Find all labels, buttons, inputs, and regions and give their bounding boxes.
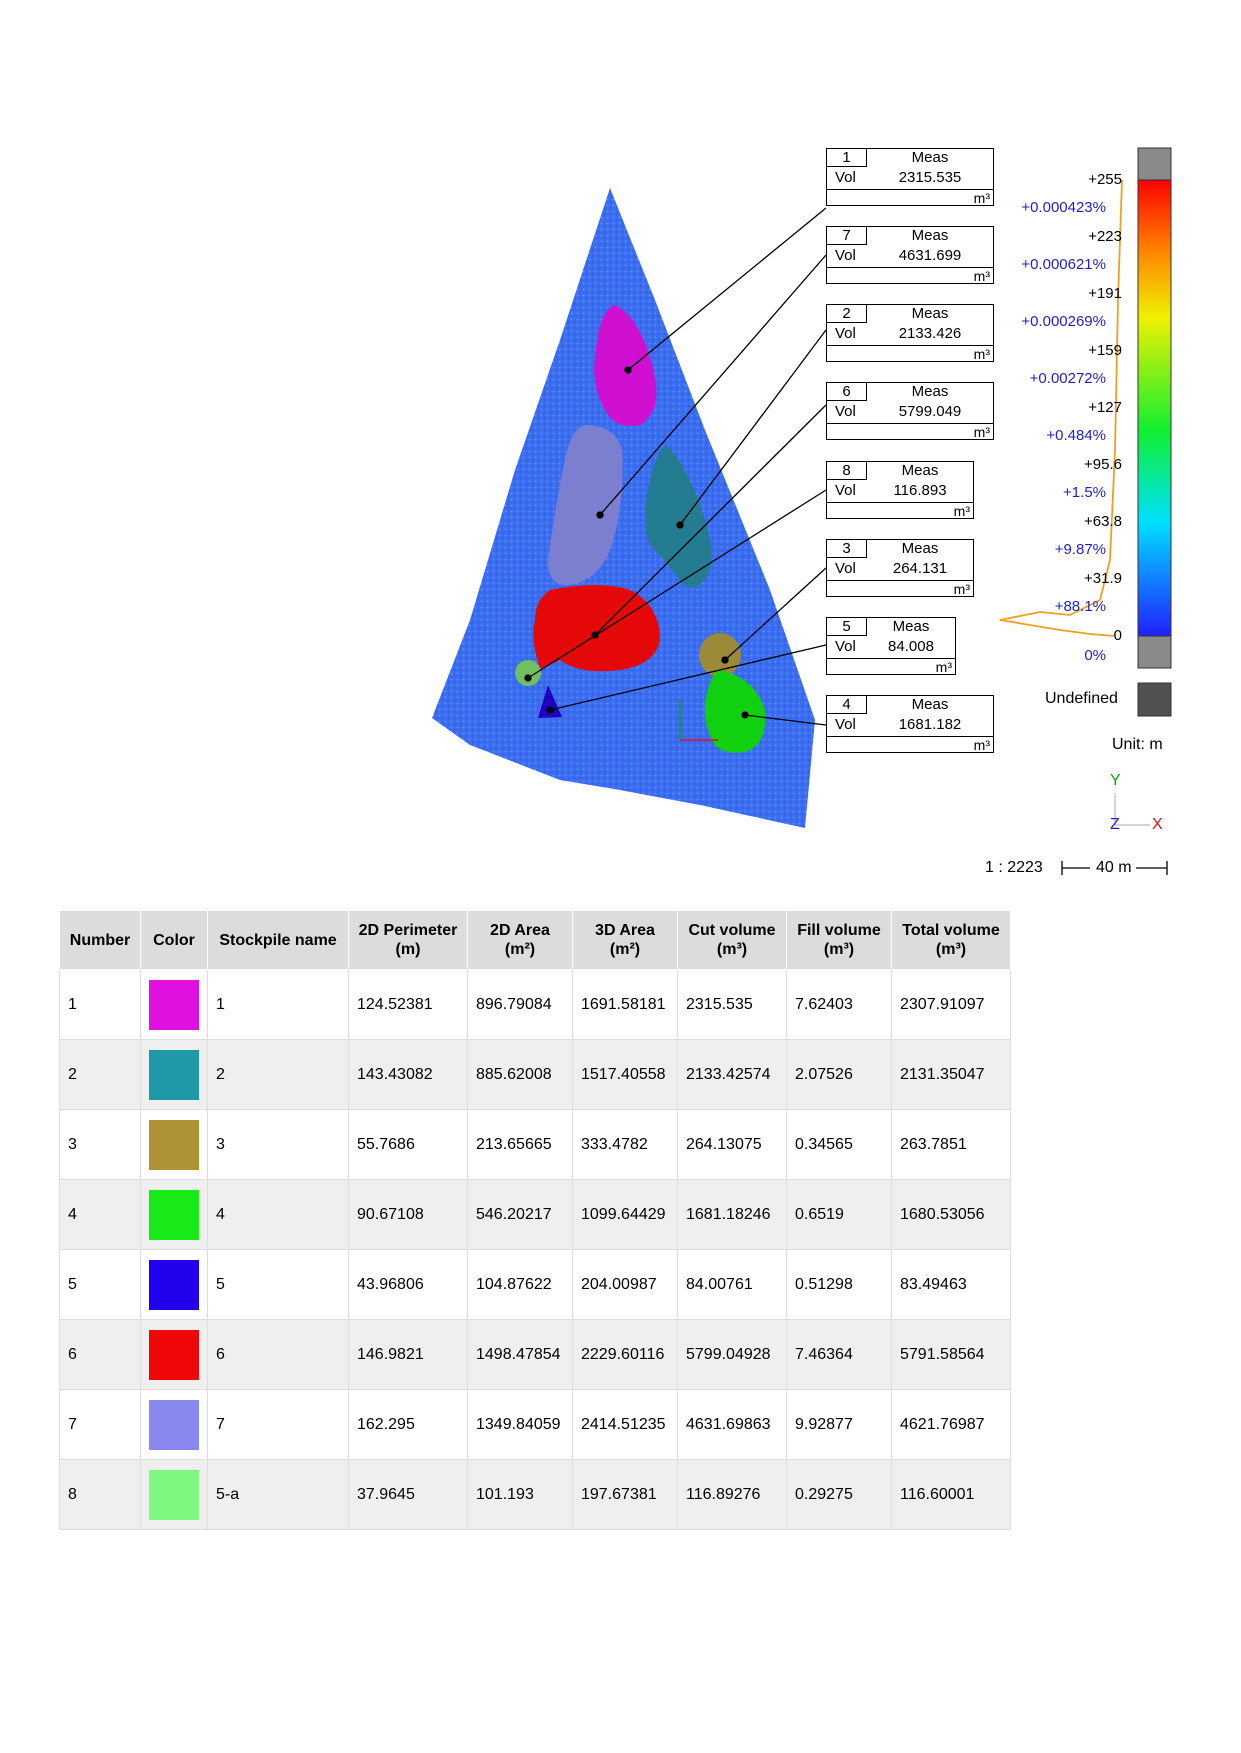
cell-fill-volume: 0.6519 [787, 1180, 892, 1250]
color-swatch [149, 1470, 199, 1520]
cell-cut-volume: 5799.04928 [678, 1320, 787, 1390]
cell-perimeter: 55.7686 [349, 1110, 468, 1180]
histogram-percent: +1.5% [1063, 484, 1106, 501]
cell-total-volume: 4621.76987 [892, 1390, 1011, 1460]
colorbar-tick: +63.8 [1084, 513, 1122, 530]
header-stockpile-name: Stockpile name [208, 911, 349, 970]
header-cut-volume: Cut volume (m³) [678, 911, 787, 970]
cell-color [141, 970, 208, 1040]
cell-cut-volume: 2133.42574 [678, 1040, 787, 1110]
cell-2d-area: 885.62008 [468, 1040, 573, 1110]
cell-cut-volume: 84.00761 [678, 1250, 787, 1320]
callout-meas: Meas [901, 540, 939, 557]
callout-value: 2133.426 [898, 325, 962, 342]
cell-2d-area: 546.20217 [468, 1180, 573, 1250]
cell-number: 6 [60, 1320, 141, 1390]
axis-x-label: X [1152, 816, 1163, 833]
cell-3d-area: 2229.60116 [573, 1320, 678, 1390]
cell-cut-volume: 2315.535 [678, 970, 787, 1040]
cell-color [141, 1250, 208, 1320]
cell-fill-volume: 0.51298 [787, 1250, 892, 1320]
table-row [60, 1390, 1011, 1460]
color-swatch [149, 980, 199, 1030]
callout-meas: Meas [911, 696, 949, 713]
callout-vol-label: Vol [835, 482, 856, 499]
color-swatch [149, 1190, 199, 1240]
cell-cut-volume: 116.89276 [678, 1460, 787, 1530]
cell-color [141, 1320, 208, 1390]
cell-name: 5-a [208, 1460, 349, 1530]
cell-fill-volume: 9.92877 [787, 1390, 892, 1460]
callout-number: 3 [827, 540, 867, 558]
cell-name: 4 [208, 1180, 349, 1250]
histogram-percent: +88.1% [1054, 598, 1106, 615]
callout-value: 5799.049 [898, 403, 962, 420]
cell-2d-area: 1349.84059 [468, 1390, 573, 1460]
cell-3d-area: 2414.51235 [573, 1390, 678, 1460]
callout-vol-label: Vol [835, 638, 856, 655]
colorbar-tick: +223 [1088, 228, 1122, 245]
cell-2d-area: 101.193 [468, 1460, 573, 1530]
cell-perimeter: 124.52381 [349, 970, 468, 1040]
color-swatch [149, 1050, 199, 1100]
header-2d-perimeter: 2D Perimeter (m) [349, 911, 468, 970]
callout-1 [826, 148, 994, 206]
cell-number: 7 [60, 1390, 141, 1460]
cell-total-volume: 263.7851 [892, 1110, 1011, 1180]
callout-vol-label: Vol [835, 247, 856, 264]
colorbar-tick: +31.9 [1084, 570, 1122, 587]
cell-total-volume: 116.60001 [892, 1460, 1011, 1530]
callout-3 [826, 539, 974, 597]
callout-vol-label: Vol [835, 325, 856, 342]
unit-label: Unit: m [1112, 736, 1163, 753]
histogram-percent: +0.000269% [1021, 313, 1106, 330]
cell-color [141, 1180, 208, 1250]
cell-name: 1 [208, 970, 349, 1040]
callout-value: 116.893 [893, 482, 947, 499]
scale-bar-label: 40 m [1096, 859, 1132, 876]
callout-number: 5 [827, 618, 867, 636]
cell-color [141, 1040, 208, 1110]
cell-perimeter: 146.9821 [349, 1320, 468, 1390]
callout-value: 4631.699 [898, 247, 962, 264]
cell-total-volume: 83.49463 [892, 1250, 1011, 1320]
table-row [60, 1040, 1011, 1110]
cell-3d-area: 333.4782 [573, 1110, 678, 1180]
table-row [60, 1180, 1011, 1250]
color-swatch [149, 1260, 199, 1310]
callout-number: 7 [827, 227, 867, 245]
stockpile-6-shape [533, 585, 660, 671]
cell-3d-area: 204.00987 [573, 1250, 678, 1320]
histogram-percent: +0.000621% [1021, 256, 1106, 273]
cell-3d-area: 197.67381 [573, 1460, 678, 1530]
callout-number: 8 [827, 462, 867, 480]
cell-3d-area: 1517.40558 [573, 1040, 678, 1110]
cell-total-volume: 1680.53056 [892, 1180, 1011, 1250]
callout-number: 6 [827, 383, 867, 401]
cell-cut-volume: 4631.69863 [678, 1390, 787, 1460]
callout-value: 84.008 [888, 638, 934, 655]
callout-8 [826, 461, 974, 519]
callout-meas: Meas [911, 227, 949, 244]
table-row [60, 1460, 1011, 1530]
axis-z-label: Z [1110, 816, 1120, 833]
header-fill-volume: Fill volume (m³) [787, 911, 892, 970]
color-swatch [149, 1400, 199, 1450]
cell-fill-volume: 0.34565 [787, 1110, 892, 1180]
table-header-row [60, 911, 1011, 970]
callout-unit: m³ [953, 581, 970, 597]
callout-5 [826, 617, 956, 675]
histogram-percent: +0.000423% [1021, 199, 1106, 216]
callout-unit: m³ [953, 503, 970, 519]
callout-vol-label: Vol [835, 560, 856, 577]
cell-cut-volume: 264.13075 [678, 1110, 787, 1180]
callout-meas: Meas [901, 462, 939, 479]
header-2d-area: 2D Area (m²) [468, 911, 573, 970]
callout-4 [826, 695, 994, 753]
cell-number: 2 [60, 1040, 141, 1110]
callout-2 [826, 304, 994, 362]
callout-unit: m³ [973, 737, 990, 753]
histogram-percent: 0% [1084, 647, 1106, 664]
cell-fill-volume: 7.46364 [787, 1320, 892, 1390]
cell-cut-volume: 1681.18246 [678, 1180, 787, 1250]
cell-total-volume: 2307.91097 [892, 970, 1011, 1040]
undefined-label: Undefined [1045, 690, 1118, 707]
callout-vol-label: Vol [835, 716, 856, 733]
scale-ratio: 1 : 2223 [985, 859, 1043, 876]
callout-number: 1 [827, 149, 867, 167]
cell-name: 7 [208, 1390, 349, 1460]
callout-unit: m³ [973, 268, 990, 284]
cell-2d-area: 104.87622 [468, 1250, 573, 1320]
colorbar-bottom-cap [1138, 636, 1171, 668]
cell-number: 3 [60, 1110, 141, 1180]
callout-unit: m³ [973, 346, 990, 362]
stockpile-table [59, 910, 1011, 1530]
histogram-percent: +9.87% [1054, 541, 1106, 558]
colorbar-tick: +95.6 [1084, 456, 1122, 473]
table-row [60, 970, 1011, 1040]
cell-number: 1 [60, 970, 141, 1040]
table-row [60, 1320, 1011, 1390]
callout-unit: m³ [973, 424, 990, 440]
cell-2d-area: 896.79084 [468, 970, 573, 1040]
color-swatch [149, 1330, 199, 1380]
cell-fill-volume: 2.07526 [787, 1040, 892, 1110]
cell-number: 4 [60, 1180, 141, 1250]
colorbar-tick: +127 [1088, 399, 1122, 416]
cell-2d-area: 213.65665 [468, 1110, 573, 1180]
cell-perimeter: 37.9645 [349, 1460, 468, 1530]
callout-number: 2 [827, 305, 867, 323]
header-number: Number [60, 911, 141, 970]
axis-y-label: Y [1110, 772, 1121, 789]
header-total-volume: Total volume (m³) [892, 911, 1011, 970]
cell-perimeter: 143.43082 [349, 1040, 468, 1110]
callout-value: 1681.182 [898, 716, 962, 733]
cell-total-volume: 5791.58564 [892, 1320, 1011, 1390]
colorbar-top-cap [1138, 148, 1171, 180]
colorbar-tick: 0 [1113, 627, 1122, 644]
colorbar-tick: +191 [1088, 285, 1122, 302]
cell-perimeter: 90.67108 [349, 1180, 468, 1250]
cell-2d-area: 1498.47854 [468, 1320, 573, 1390]
colorbar [1138, 180, 1171, 636]
cell-name: 2 [208, 1040, 349, 1110]
cell-total-volume: 2131.35047 [892, 1040, 1011, 1110]
callout-meas: Meas [892, 618, 930, 635]
callout-value: 2315.535 [898, 169, 962, 186]
callout-7 [826, 226, 994, 284]
callout-unit: m³ [973, 190, 990, 206]
colorbar-tick: +255 [1088, 171, 1122, 188]
callout-6 [826, 382, 994, 440]
histogram-percent: +0.484% [1046, 427, 1106, 444]
cell-color [141, 1110, 208, 1180]
cell-name: 3 [208, 1110, 349, 1180]
cell-number: 8 [60, 1460, 141, 1530]
table-row [60, 1110, 1011, 1180]
callout-meas: Meas [911, 149, 949, 166]
histogram-percent: +0.00272% [1029, 370, 1106, 387]
cell-perimeter: 162.295 [349, 1390, 468, 1460]
cell-color [141, 1390, 208, 1460]
cell-name: 6 [208, 1320, 349, 1390]
header-3d-area: 3D Area (m²) [573, 911, 678, 970]
header-color: Color [141, 911, 208, 970]
cell-perimeter: 43.96806 [349, 1250, 468, 1320]
callout-vol-label: Vol [835, 169, 856, 186]
cell-name: 5 [208, 1250, 349, 1320]
callout-value: 264.131 [892, 560, 948, 577]
callout-vol-label: Vol [835, 403, 856, 420]
cell-fill-volume: 0.29275 [787, 1460, 892, 1530]
cell-fill-volume: 7.62403 [787, 970, 892, 1040]
cell-color [141, 1460, 208, 1530]
cell-number: 5 [60, 1250, 141, 1320]
callout-unit: m³ [935, 659, 952, 675]
colorbar-tick: +159 [1088, 342, 1122, 359]
callout-meas: Meas [911, 305, 949, 322]
callout-meas: Meas [911, 383, 949, 400]
color-swatch [149, 1120, 199, 1170]
cell-3d-area: 1099.64429 [573, 1180, 678, 1250]
table-row [60, 1250, 1011, 1320]
undefined-swatch [1138, 683, 1171, 716]
cell-3d-area: 1691.58181 [573, 970, 678, 1040]
callout-number: 4 [827, 696, 867, 714]
